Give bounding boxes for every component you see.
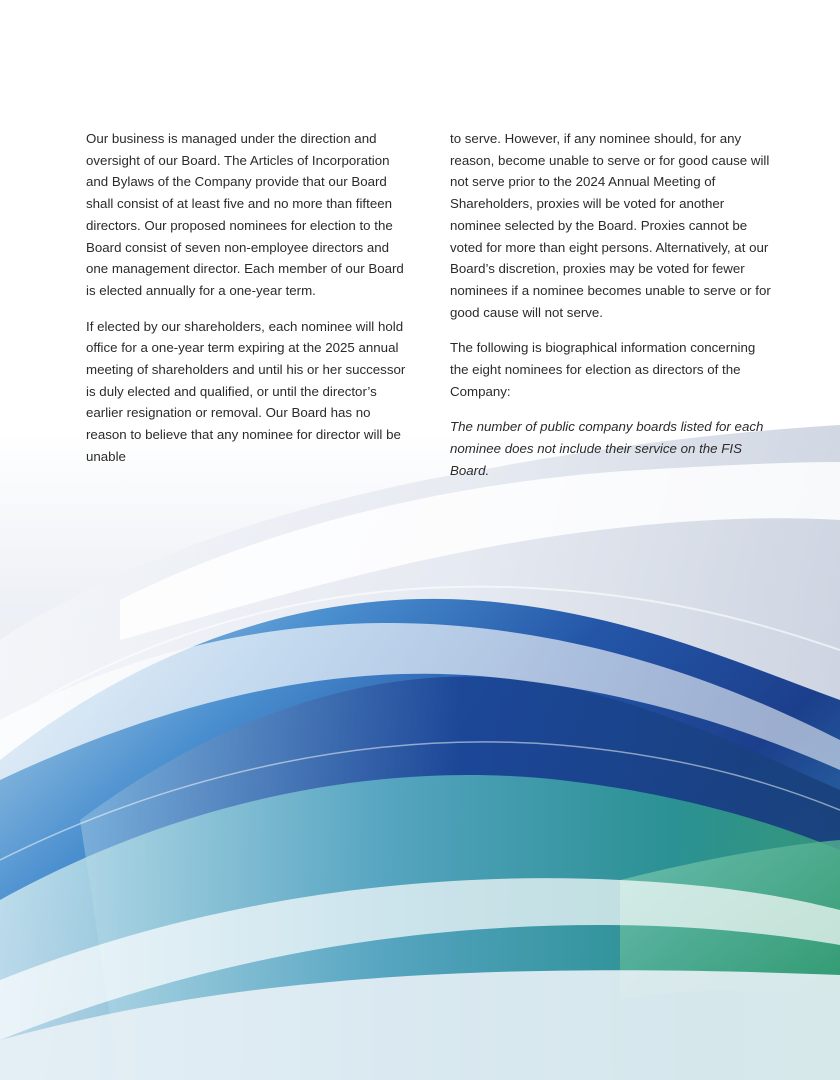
paragraph-board-management: Our business is managed under the direction and oversight of our Board. The Articles of Incorporation and Bylaws of the Company provide that our Board shall consist of at least five and no more than fifteen directors. Our proposed nominees for election to the Board consist of seven non-employee directors and one management director. Each member of our Board is elected annually for a one-year term. <box>86 131 404 298</box>
paragraph-biographical-intro: The following is biographical information concerning the eight nominees for election as directors of the Company: <box>450 340 756 399</box>
paragraph-proxies: to serve. However, if any nominee should, for any reason, become unable to serve or for good cause will not serve prior to the 2024 Annual Meeting of Shareholders, proxies will be voted for another nominee selected by the Board. Proxies cannot be voted for more than eight persons. Alternatively, at our Board’s discretion, proxies may be voted for fewer nominees if a nominee becomes unable to serve or for good cause will not serve. <box>450 131 771 320</box>
left-column <box>86 128 408 496</box>
right-column <box>450 128 776 496</box>
paragraph-nominee-term: If elected by our shareholders, each nominee will hold office for a one-year term expiring at the 2025 annual meeting of shareholders and until his or her successor is duly elected and qualified, or until the director’s earlier resignation or removal. Our Board has no reason to believe that any nominee for director will be unable <box>86 318 406 464</box>
note-public-company-boards: The number of public company boards listed for each nominee does not include their service on the FIS Board. <box>450 419 764 478</box>
body-text-columns <box>86 128 776 496</box>
